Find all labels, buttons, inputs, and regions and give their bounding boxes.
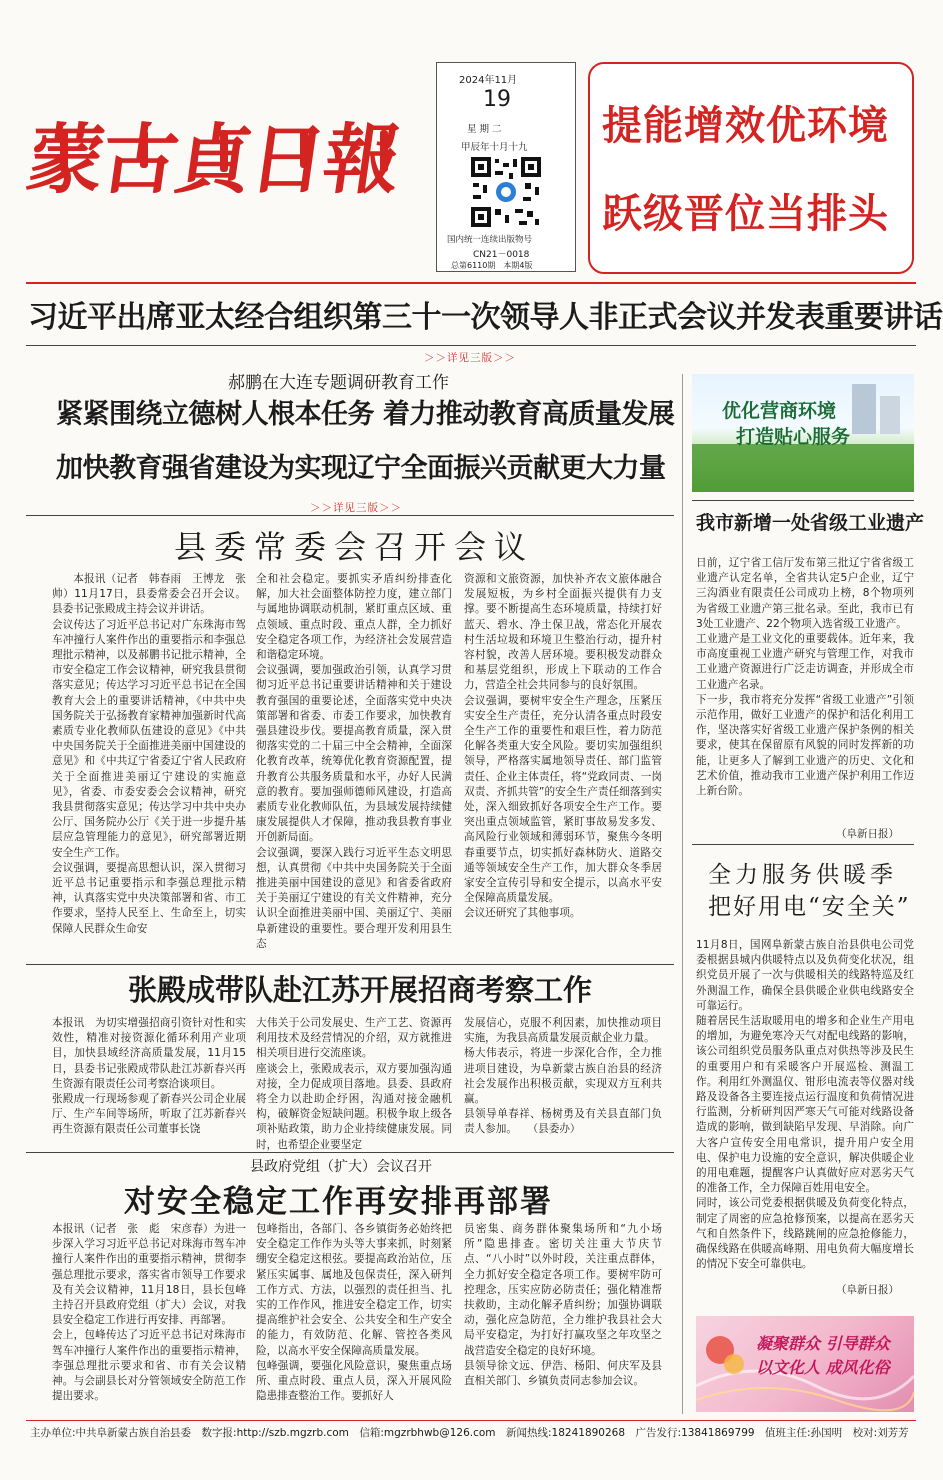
story2-headline-line1: 紧紧围绕立德树人根本任务 着力推动教育高质量发展 <box>56 399 675 430</box>
story7-title-line2: 把好用电“安全关” <box>708 894 911 920</box>
story3-rule <box>26 964 674 965</box>
story6-top-rule <box>692 500 914 501</box>
slogan-line-1: 提能增效优环境 <box>602 102 889 149</box>
issue-number: 总第6110期 本期4版 <box>451 261 533 270</box>
slogan-line-2: 跃级晋位当排头 <box>602 190 889 237</box>
story5-column-2: 包峰指出，各部门、各乡镇街务必始终把安全稳定工作作为头等大事来抓，时刻紧绷安全稳定这根弦。要提高政治站位，压紧压实属事、属地及包保责任，深入研判工作方式、方法，以强烈的责任担当、扎实的工作作风，推进安全稳定工作，切实提高维护社会安全、公共安全和生产安全的能力，有效防范、化解、管控各类风险，以高水平安全保障高质量发展。 包峰强调，要强化风险意识，聚焦重点场所、重点时段、重点人员，深入开展风险隐患排查整治工作。要抓好人 <box>256 1223 452 1403</box>
banner-ad-line2: 打造贴心服务 <box>736 426 851 448</box>
story5-title: 对安全稳定工作再安排再部署 <box>124 1184 553 1220</box>
story3-column-3: 资源和文旅资源，加快补齐农文旅体融合发展短板，为乡村全面振兴提供有力支撑。要不断提高生态环境质量，持续打好蓝天、碧水、净土保卫战，常态化开展农村生活垃圾和环境卫生整治行动，提升村容村貌，改善人居环境。要积极发动群众和基层党组织，形成上下联动的工作合力，营造全社会共同参与的良好氛围。 会议强调，要树牢安全生产理念，压紧压实安全生产责任，充分认清各重点时段安全生产工作的重要性和艰巨性，着力防范化解各类重大安全风险。要切实加强组织领导，严格落实属地领导责任、部门监管责任、企业主体责任，将“党政同责、一岗双责、齐抓共管”的安全生产责任细落到实处，深入细致抓好各项安全生产工作。要突出重点领域监管，紧盯事故易发多发、高风险行业领域和薄弱环节，聚焦今冬明春重要节点，切实抓好森林防火、道路交通等领域安全生产工作，加大群众冬季居家安全宣传引导和安全提示，以高水平安全保障高质量发展。 会议还研究了其他事项。 <box>464 573 662 920</box>
story5-column-1: 本报讯（记者 张 彪 宋彦春）为进一步深入学习习近平总书记对珠海市驾车冲撞行人案件作出的重要指示精神，贯彻李强总理批示要求，落实省市领导工作要求及有关会议精神，11月18日，县长包峰主持召开县政府党组（扩大）会议，对我县安全稳定工作进行再安排、再部署。 会上，包峰传达了习近平总书记对珠海市驾车冲撞行人案件作出的重要指示精神，李强总理批示要求和省、市有关会议精神。与会副县长对分管领域安全防范工作提出要求。 <box>52 1223 246 1403</box>
masthead-rule <box>26 282 916 284</box>
masthead-title: 蒙古貞日報 <box>21 115 405 204</box>
date-weekday: 星 期 二 <box>467 124 502 135</box>
story5-kicker: 县政府党组（扩大）会议召开 <box>250 1159 432 1175</box>
date-year-month: 2024年11月 <box>459 75 518 86</box>
story5-column-3: 员密集、商务群体聚集场所和“九小场所”隐患排查。密切关注重大节庆节点、“八小时”以外时段，关注重点群体，全力抓好安全稳定各项工作。要树牢防可控理念，压实应防必防责任；强化精准帮扶救助，主动化解矛盾纠纷；加强协调联动，强化应急防范，全力维护我县社会大局平安稳定，为打好打赢攻坚之年攻坚之战营造安全稳定的良好环境。 县领导徐文远、伊浩、杨阳、何庆军及县直相关部门、乡镇负责同志参加会议。 <box>464 1223 662 1388</box>
story6-rule <box>692 844 914 845</box>
banner-ad-line1: 优化营商环境 <box>722 400 837 422</box>
see-page-three-link-2[interactable]: ＞＞详见三版＞＞ <box>310 502 402 514</box>
footer-info: 主办单位:中共阜新蒙古族自治县委 数字报:http://szb.mgzrb.com 信箱:mgzrbhwb@126.com 新闻热线:18241890268 广告发行:13841869799 值班主任:孙国明 校对:刘芳芳 <box>30 1427 909 1439</box>
date-day: 19 <box>483 87 511 112</box>
qr-code-icon <box>469 155 543 229</box>
date-box <box>436 62 576 272</box>
story2-rule <box>26 515 674 516</box>
story4-rule <box>26 1152 674 1153</box>
story4-column-1: 本报讯 为切实增强招商引资针对性和实效性，精准对接资源化循环利用产业项目，加快县域经济高质量发展，11月15日，县委书记张殿成带队赴江苏新春兴再生资源有限责任公司考察洽谈项目。 张殿成一行现场参观了新春兴公司企业展厅、生产车间等场所，听取了江苏新春兴再生资源有限责任公司董事长饶 <box>52 1017 246 1136</box>
story4-column-2: 大伟关于公司发展史、生产工艺、资源再利用技术及经营情况的介绍，双方就推进相关项目进行交流座谈。 座谈会上，张殿成表示，双方要加强沟通对接，全力促成项目落地。县委、县政府将全力以赴助企纾困，沟通对接金融机构，破解资金短缺问题。积极争取上级各项补贴政策，助力企业持续健康发展。同时，也希望企业要坚定 <box>256 1017 452 1151</box>
story2-headline-line2: 加快教育强省建设为实现辽宁全面振兴贡献更大力量 <box>56 453 666 484</box>
story2-kicker: 郝鹏在大连专题调研教育工作 <box>228 373 449 393</box>
story3-column-2: 全和社会稳定。要抓实矛盾纠纷排查化解，加大社会面整体防控力度，建立部门与属地协调联动机制，紧盯重点区域、重点领域、重点时段、重点人群，全力抓好安全稳定各项工作，为经济社会发展营造和谐稳定环境。 会议强调，要加强政治引领，认真学习贯彻习近平总书记重要讲话精神和关于建设教育强国的重要论述，全面落实党中央决策部署和省委、市委工作要求，加快教育强县建设步伐。要提高教育质量，深入贯彻落实党的二十届三中全会精神，全面深化教育改革，统筹优化教育资源配置，提升教育公共服务质量和水平，办好人民满意的教育。要加强师德师风建设，打造高素质专业化教师队伍，为县域发展持续健康发展提供人才保障，推动我县教育事业开创新局面。 会议强调，要深入践行习近平生态文明思想，认真贯彻《中共中央国务院关于全面推进美丽中国建设的意见》和省委省政府关于美丽辽宁建设的有关文件精神，充分认识全面推进美丽中国、美丽辽宁、美丽阜新建设的重要性。要合理开发利用县生态 <box>256 573 452 950</box>
story7-title-line1: 全力服务供暖季 <box>708 862 897 888</box>
slogan-box <box>588 62 914 274</box>
see-page-three-link[interactable]: ＞＞详见三版＞＞ <box>424 352 516 364</box>
column-divider <box>682 374 683 1414</box>
story4-column-3: 发展信心，克服不利因素，加快推动项目实施，为我县高质量发展贡献企业力量。 杨大伟表示，将进一步深化合作，全力推进项目建设，为阜新蒙古族自治县的经济社会发展作出积极贡献，实现双方互利共赢。 县领导单春祥、杨树勇及有关县直部门负责人参加。 （县委办） <box>464 1017 662 1136</box>
issn-label: 国内统一连续出版物号 <box>447 235 533 245</box>
story7-body: 11月8日，国网阜新蒙古族自治县供电公司党委根据县城内供暖特点以及负荷变化状况，组织党员开展了一次与供暖相关的线路特巡及红外测温工作，确保全县供暖企业供电线路安全可靠运行。 随着居民生活取暖用电的增多和企业生产用电的增加，为避免寒冷天气对配电线路的影响，该公司组织党员服务队重点对供热等涉及民生的重要用户和有采暖客户开展巡检、测温工作。利用红外测温仪、钳形电流表等仪器对线路及设备各主要连接点运行温度和负荷情况进行监测，分析研判因严寒天气可能对线路设备造成的影响，做到缺陷早发现、早消除。向广大客户宣传安全用电常识，提升用户安全用电、保护电力设施的安全意识，解决供暖企业的用电难题，提醒客户认真做好应对恶劣天气的准备工作，全力保障百姓用电安全。 同时，该公司党委根据供暖及负荷变化特点，制定了周密的应急抢修预案，以提高在恶劣天气和自然条件下，线路跳闸的应急抢修能力，确保线路在供暖高峰期、用电负荷大幅度增长的情况下安全可靠供电。 <box>696 939 914 1271</box>
story3-title: 县委常委会召开会议 <box>174 528 535 566</box>
civilization-ad-text: 凝聚群众 引导群众 以文化人 成风化俗 <box>756 1334 890 1377</box>
main-headline: 习近平出席亚太经合组织第三十一次领导人非正式会议并发表重要讲话 <box>28 300 943 335</box>
civilization-ad-banner[interactable] <box>696 1316 914 1412</box>
story6-title: 我市新增一处省级工业遗产 <box>696 512 925 534</box>
mongolian-script-decoration <box>40 60 400 110</box>
issn-number: CN21－0018 <box>473 250 530 260</box>
footer-rule <box>26 1420 916 1421</box>
story7-source: （阜新日报） <box>836 1284 899 1296</box>
story6-body: 日前，辽宁省工信厅发布第三批辽宁省省级工业遗产认定名单，全省共认定5户企业，辽宁三沟酒业有限责任公司成功上榜，8个物项列为省级工业遗产第三批名录。至此，我市已有3处工业遗产、22个物项入选省级工业遗产。 工业遗产是工业文化的重要载体。近年来，我市高度重视工业遗产研究与管理工作，对我市工业遗产资源进行广泛走访调查，并形成全市工业遗产名录。 下一步，我市将充分发挥“省级工业遗产”引领示范作用，做好工业遗产的保护和活化利用工作，坚决落实好省级工业遗产保护条例的相关要求，使其在保留原有风貌的同时发挥新的功能，让更多人了解到工业遗产的历史、文化和艺术价值，推动我市工业遗产保护利用工作迈上新台阶。 <box>696 557 914 798</box>
story3-column-1: 本报讯（记者 韩春雨 王博龙 张 帅）11月17日，县委常委会召开会议。县委书记张殿成主持会议并讲话。 会议传达了习近平总书记对广东珠海市驾车冲撞行人案件作出的重要指示和李强总理批示精神，以及郝鹏书记批示精神，全市安全稳定工作会议精神，研究我县贯彻落实意见；传达学习习近平总书记在全国教育大会上的重要讲话精神，《中共中央 国务院关于弘扬教育家精神加强新时代高素质专业化教师队伍建设的意见》《中共中央国务院关于全面推进美丽中国建设的意见》和《中共辽宁省委辽宁省人民政府关于全面推进美丽辽宁建设的实施意见》，省委、市委安委会会议精神，研究我县贯彻落实意见；传达学习中共中央办公厅、国务院办公厅《关于进一步提升基层应急管理能力的意见》，研究部署近期安全生产工作。 会议强调，要提高思想认识，深入贯彻习近平总书记重要指示和李强总理批示精神，认真落实党中央决策部署和省、市工作要求，坚持人民至上、生命至上，切实保障人民群众生命安 <box>52 573 246 935</box>
story4-title: 张殿成带队赴江苏开展招商考察工作 <box>128 973 593 1007</box>
headline-rule <box>26 345 916 346</box>
story6-source: （阜新日报） <box>836 828 899 840</box>
banner-ad-business-environment[interactable] <box>692 374 914 492</box>
date-lunar: 甲辰年十月十九 <box>461 142 528 153</box>
